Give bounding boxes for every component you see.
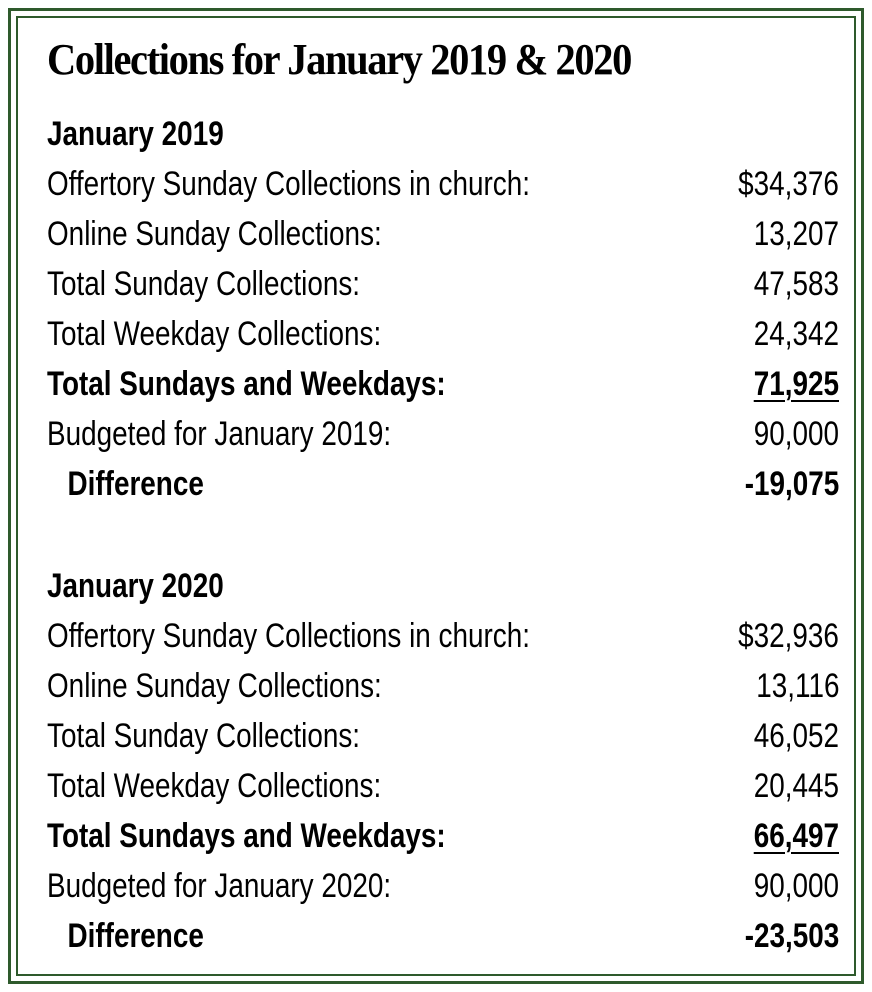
row-offertory (47, 159, 839, 209)
row-label: Budgeted for January 2020: (47, 866, 392, 905)
row-label: Total Sundays and Weekdays: (47, 816, 446, 855)
row-label: Offertory Sunday Collections in church: (47, 616, 530, 655)
page-title: Collections for January 2019 & 2020 (47, 35, 631, 84)
row-label: Difference (67, 916, 204, 955)
row-value: 24,342 (753, 314, 839, 353)
row-label: Total Sundays and Weekdays: (47, 364, 446, 403)
row-online (47, 661, 839, 711)
row-online (47, 209, 839, 259)
row-total-weekday (47, 761, 839, 811)
row-total-weekday (47, 309, 839, 359)
row-label: Online Sunday Collections: (47, 666, 382, 705)
row-difference (47, 911, 839, 961)
row-total-sunday (47, 259, 839, 309)
section-heading: January 2019 (47, 115, 224, 153)
row-label: Total Weekday Collections: (47, 314, 382, 353)
row-offertory (47, 611, 839, 661)
row-value: $32,936 (738, 616, 839, 655)
row-value: 71,925 (753, 364, 839, 403)
row-label: Budgeted for January 2019: (47, 414, 392, 453)
row-value: 66,497 (753, 816, 839, 855)
row-label: Online Sunday Collections: (47, 214, 382, 253)
row-grand-total (47, 811, 839, 861)
section-january-2020 (47, 561, 839, 961)
row-label: Total Sunday Collections: (47, 264, 361, 303)
row-total-sunday (47, 711, 839, 761)
row-value: 46,052 (753, 716, 839, 755)
section-january-2019 (47, 109, 839, 509)
row-label: Offertory Sunday Collections in church: (47, 164, 530, 203)
row-value: $34,376 (738, 164, 839, 203)
row-value: 90,000 (753, 414, 839, 453)
row-label: Total Sunday Collections: (47, 716, 361, 755)
row-budgeted (47, 861, 839, 911)
row-value: 20,445 (753, 766, 839, 805)
row-value: 90,000 (753, 866, 839, 905)
row-difference (47, 459, 839, 509)
row-grand-total (47, 359, 839, 409)
row-value: 47,583 (753, 264, 839, 303)
row-value: 13,207 (753, 214, 839, 253)
row-label: Difference (67, 464, 204, 503)
row-label: Total Weekday Collections: (47, 766, 382, 805)
section-heading: January 2020 (47, 567, 224, 605)
row-value: 13,116 (755, 666, 839, 705)
row-budgeted (47, 409, 839, 459)
row-value: -23,503 (744, 916, 839, 955)
row-value: -19,075 (744, 464, 839, 503)
